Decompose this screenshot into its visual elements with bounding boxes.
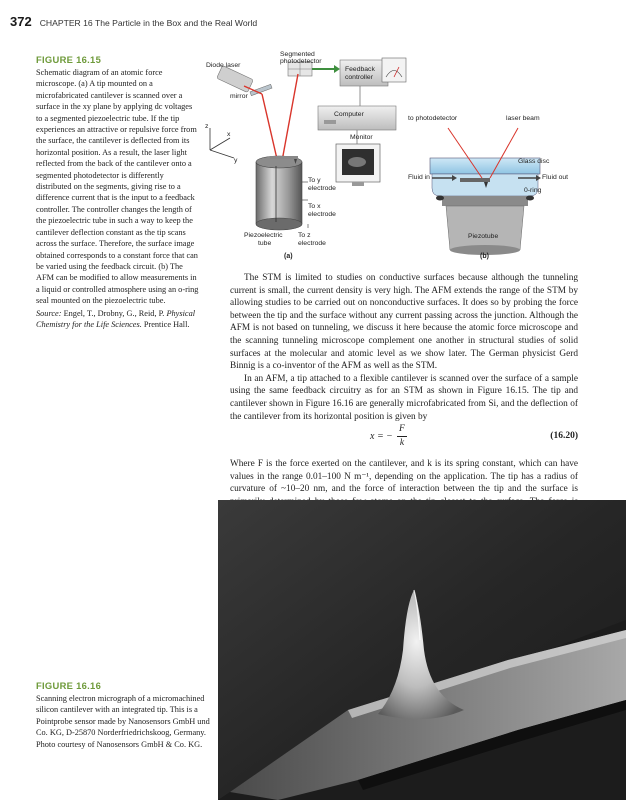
body-paragraphs-top (230, 272, 578, 423)
to-z-electrode-label: electrode (298, 240, 326, 247)
fraction-bar (397, 436, 407, 437)
body-paragraph-3: Where F is the force exerted on the cantilever, and k is its spring constant, which can have values in the range 0.01–100 N m⁻¹, depending on the application. The tip has a radius of curvature of ~10–20 nm, and the force of interaction between the tip and the surface is (230, 459, 578, 495)
equation-number: (16.20) (550, 431, 578, 441)
feedback-label: Feedback (345, 66, 375, 73)
source-authors: Engel, T., Drobny, G., Reid, P. (63, 308, 165, 318)
figure-16-16-caption: Scanning electron micrograph of a micromachined silicon cantilever with an integrated tip. This is a Pointprobe sensor made by Nanosensors GmbH und Co. KG, D-25870 Norderfriedrichskoog, Germany. Photo courtesy of Nanosensors GmbH & Co. KG. (36, 694, 210, 749)
source-title: Physical Chemistry for the Life Sciences. (36, 308, 196, 329)
photodetector-to-controller-arrow (312, 65, 340, 73)
monitor-icon (336, 144, 380, 186)
controller-label: controller (345, 74, 373, 81)
body-paragraph-1: The STM is limited to studies on conductive surfaces because although the tunneling current is small, the current density is very high. The AFM extends the range of the STM by allowing studies to be carried out on nonconductive surfaces. It does so by probing the force between the tip and the surface without any current passing across the junction. Although the AFM is not based on tunneling, we discuss it here because the atomic force microscope and the scanning tunneling microscope complement one another in structural studies of solid surfaces at the molecular and atomic level as we show later. The German physicist Gerd Binnig is a co-inventor of the AFM as well as the STM. (230, 273, 578, 372)
equation-denominator: k (399, 438, 405, 448)
axis-z-label: z (205, 123, 209, 130)
computer-box (318, 106, 396, 130)
equation-16-20 (230, 424, 578, 454)
axis-x-label: x (227, 131, 231, 138)
glass-disc-label: Glass disc (518, 158, 550, 165)
to-y-label: To y (308, 177, 321, 184)
photodetector-label: photodetector (280, 58, 322, 65)
fluid-in-label: Fluid in (408, 174, 430, 181)
diode-laser-label: Diode laser (206, 62, 241, 69)
monitor-label: Monitor (350, 134, 373, 141)
mirror-label: mirror (230, 93, 248, 100)
panel-b-label: (b) (480, 253, 489, 260)
source-publisher: Prentice Hall. (143, 319, 190, 329)
o-ring-label: 0-ring (524, 187, 542, 194)
figure-16-16-label: FIGURE 16.16 (36, 680, 102, 691)
page-header (10, 14, 257, 29)
figure-16-15-caption (36, 67, 200, 330)
laser-beam-label: laser beam (506, 115, 540, 122)
equation-lhs: x = − (370, 431, 393, 442)
source-label: Source: (36, 308, 62, 318)
body-paragraph-2: In an AFM, a tip attached to a flexible cantilever is scanned over the surface of a sample using the same feedback circuitry as for an STM as shown in Figure 16.15. The tip and cantilever shown in Figure 16.16 are generally microfabricated from Si, and the deflection of the cantilever from its horizontal position is given by (230, 373, 578, 422)
to-x-label: To x (308, 203, 321, 210)
page-number: 372 (10, 14, 32, 29)
computer-label: Computer (334, 111, 364, 118)
tube-label: tube (258, 240, 272, 247)
figure-16-15-label: FIGURE 16.15 (36, 54, 102, 65)
sem-micrograph-image (218, 500, 626, 800)
piezoelectric-label: Piezoelectric (244, 232, 283, 239)
piezotube-label: Piezotube (468, 233, 499, 240)
running-head: CHAPTER 16 The Particle in the Box and the Real World (39, 18, 258, 28)
panel-a-label: (a) (284, 253, 293, 260)
fluid-out-label: Fluid out (542, 174, 569, 181)
afm-schematic-diagram (200, 50, 580, 265)
to-x-electrode-label: electrode (308, 211, 336, 218)
equation-numerator: F (399, 424, 405, 434)
to-photodetector-label: to photodetector (408, 115, 458, 122)
equation-expression (370, 424, 407, 449)
to-z-label: To z (298, 232, 311, 239)
to-y-electrode-label: electrode (308, 185, 336, 192)
fluid-cell-diagram (430, 158, 540, 255)
piezoelectric-tube (256, 156, 302, 230)
equation-fraction (397, 424, 407, 449)
figure-16-15-source (36, 308, 200, 331)
figure-16-15-caption-text: Schematic diagram of an atomic force microscope. (a) A tip mounted on a microfabricated cantilever is scanned over a surface in the xy plane by applying dc voltages to a segmented piezoelectric tube. If the tip experiences an attractive or repulsive force from the surface, the cantilever is deflected from its horizontal position. As a result, the laser light reflected from the back of the cantilever onto a segmented photodetector is differently distributed on the segments, giving rise to a difference current that is the input to a feedback controller. The controller changes the length of the piezoelectric tube in such a way to keep the cantilever deflection constant as the tip scans across the surface. Therefore, the surface image obtained corresponds to a constant force that can be varied using the feedback circuit. (b) The AFM can be modified to allow measurements in a liquid or controlled atmosphere using an o-ring seal mounted on the piezoelectric tube. (36, 68, 199, 306)
segmented-label: Segmented (280, 51, 315, 58)
axis-y-label: y (234, 157, 238, 164)
